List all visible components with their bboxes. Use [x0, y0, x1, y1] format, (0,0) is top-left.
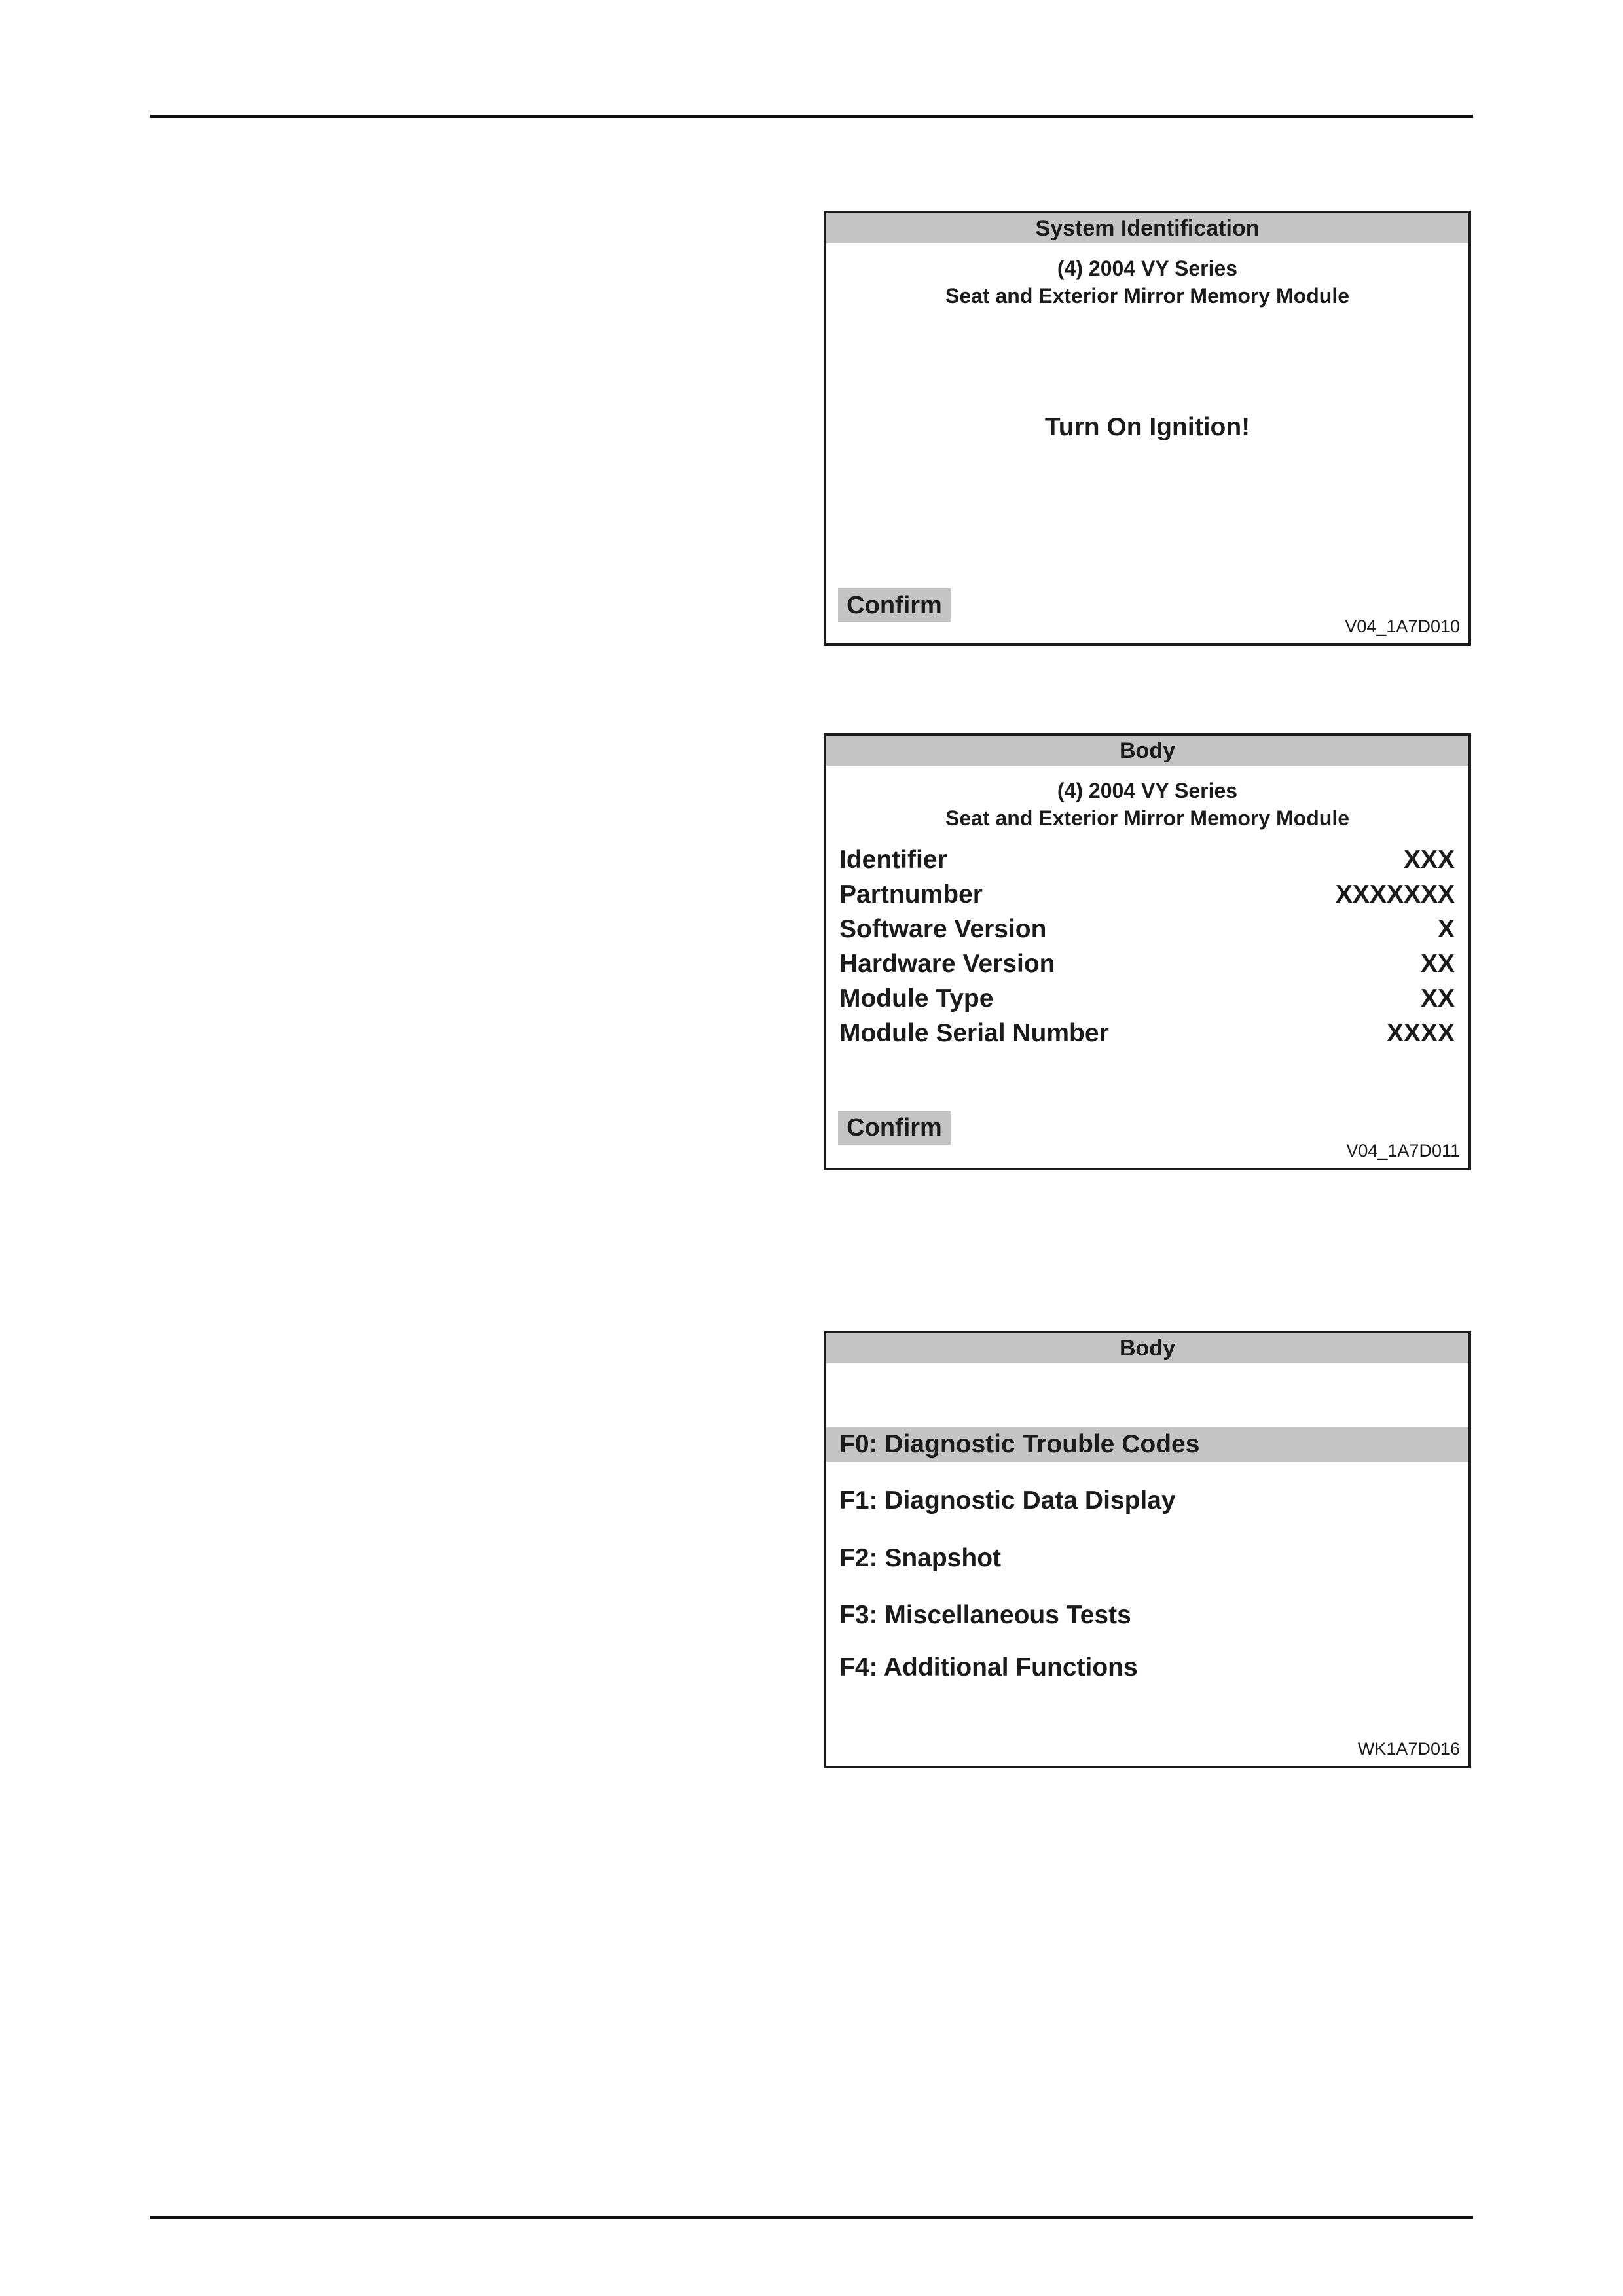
- row-label: Identifier: [839, 845, 947, 874]
- menu-item-f3-miscellaneous-tests[interactable]: F3: Miscellaneous Tests: [839, 1601, 1131, 1629]
- vehicle-series-line: (4) 2004 VY Series: [1057, 779, 1238, 802]
- page-header-rule: [150, 115, 1473, 118]
- module-info-table: [839, 842, 1455, 1050]
- table-row: [839, 842, 1455, 877]
- figure-code: WK1A7D016: [1357, 1739, 1460, 1759]
- table-row: [839, 912, 1455, 946]
- row-label: Module Serial Number: [839, 1018, 1109, 1047]
- vehicle-header: [826, 255, 1468, 310]
- menu-item-f0-diagnostic-trouble-codes[interactable]: F0: Diagnostic Trouble Codes: [826, 1427, 1468, 1462]
- row-label: Hardware Version: [839, 949, 1055, 978]
- row-label: Partnumber: [839, 880, 983, 908]
- table-row: [839, 946, 1455, 981]
- vehicle-header: [826, 777, 1468, 832]
- screen-title-bar: [826, 1333, 1468, 1363]
- confirm-button[interactable]: Confirm: [838, 588, 951, 622]
- menu-item-f2-snapshot[interactable]: F2: Snapshot: [839, 1544, 1002, 1572]
- tech2-screen-body-menu: [824, 1331, 1471, 1768]
- screen-title: System Identification: [1035, 215, 1260, 241]
- figure-code: V04_1A7D010: [1345, 617, 1460, 636]
- screen-title: Body: [1120, 738, 1175, 763]
- table-row: [839, 1016, 1455, 1050]
- tech2-screen-body-identification: [824, 733, 1471, 1170]
- page-footer-rule: [150, 2216, 1473, 2219]
- row-value: XX: [1420, 949, 1455, 978]
- screen-title-bar: [826, 736, 1468, 766]
- row-label: Module Type: [839, 984, 994, 1013]
- confirm-button[interactable]: Confirm: [838, 1111, 951, 1145]
- screen-title: Body: [1120, 1335, 1175, 1361]
- figure-code: V04_1A7D011: [1346, 1141, 1460, 1160]
- menu-item-f4-additional-functions[interactable]: F4: Additional Functions: [839, 1653, 1138, 1681]
- module-name-line: Seat and Exterior Mirror Memory Module: [945, 284, 1349, 308]
- row-value: X: [1437, 914, 1455, 943]
- table-row: [839, 877, 1455, 912]
- row-value: XXXXXXX: [1335, 880, 1455, 908]
- row-label: Software Version: [839, 914, 1047, 943]
- screen-title-bar: [826, 213, 1468, 243]
- row-value: XXXX: [1386, 1018, 1455, 1047]
- vehicle-series-line: (4) 2004 VY Series: [1057, 257, 1238, 280]
- ignition-message: Turn On Ignition!: [1044, 413, 1250, 441]
- menu-item-f1-diagnostic-data-display[interactable]: F1: Diagnostic Data Display: [839, 1486, 1176, 1515]
- tech2-screen-system-identification: [824, 211, 1471, 646]
- row-value: XXX: [1403, 845, 1455, 874]
- module-name-line: Seat and Exterior Mirror Memory Module: [945, 806, 1349, 830]
- table-row: [839, 981, 1455, 1016]
- row-value: XX: [1420, 984, 1455, 1013]
